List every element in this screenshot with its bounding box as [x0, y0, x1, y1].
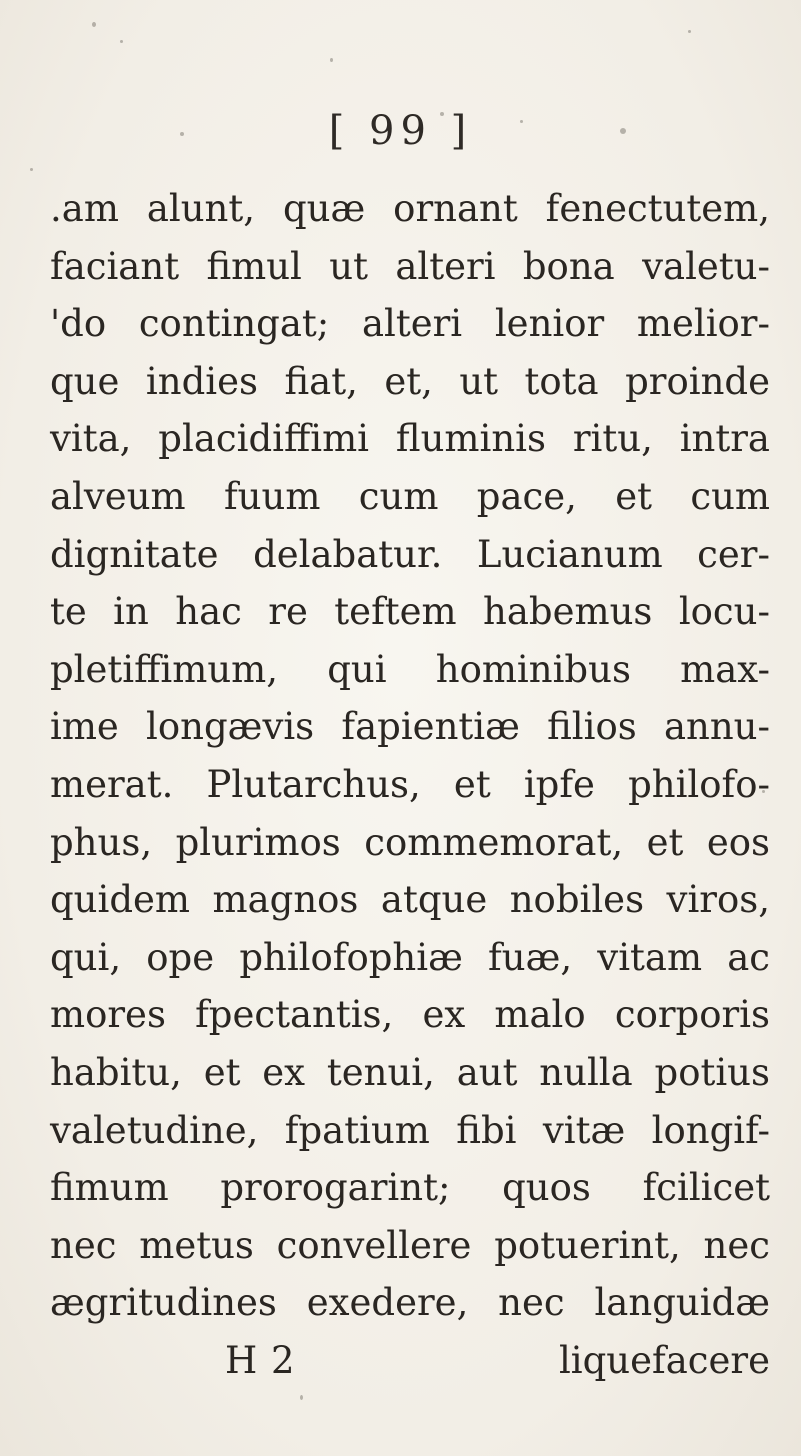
- text-line-14: qui, ope philofophiæ fuæ, vitam ac: [50, 935, 770, 979]
- text-line-9: pletiffimum, qui hominibus max-: [50, 647, 770, 691]
- text-line-10: ime longævis fapientiæ filios annu-: [50, 705, 770, 749]
- text-line-18: fimum prorogarint; quos fcilicet: [50, 1166, 770, 1210]
- text-line-6: alveum fuum cum pace, et cum: [50, 474, 770, 518]
- text-line-7: dignitate delabatur. Lucianum cer-: [50, 532, 770, 576]
- text-line-12: phus, plurimos commemorat, et eos: [50, 820, 770, 864]
- text-line-19: nec metus convellere potuerint, nec: [50, 1223, 770, 1267]
- page-footer: [50, 1332, 770, 1390]
- page-number: [ 99 ]: [328, 108, 473, 154]
- text-line-17: valetudine, fpatium fibi vitæ longif-: [50, 1108, 770, 1152]
- text-line-1: .am alunt, quæ ornant fenectutem,: [50, 187, 770, 230]
- text-line-11: merat. Plutarchus, et ipfe philofo-: [50, 762, 770, 806]
- text-line-3: 'do contingat; alteri lenior melior-: [50, 302, 770, 346]
- signature-mark: H 2: [225, 1338, 296, 1382]
- text-line-5: vita, placidiffimi fluminis ritu, intra: [50, 417, 770, 461]
- body-text: [50, 180, 770, 1389]
- text-line-13: quidem magnos atque nobiles viros,: [50, 878, 770, 922]
- text-line-2: faciant fimul ut alteri bona valetu-: [50, 244, 770, 288]
- text-line-4: que indies fiat, et, ut tota proinde: [50, 359, 770, 403]
- text-line-15: mores fpectantis, ex malo corporis: [50, 993, 770, 1037]
- text-line-20: ægritudines exedere, nec languidæ: [50, 1281, 770, 1325]
- catchword: liquefacere: [558, 1338, 770, 1382]
- text-line-8: te in hac re teftem habemus locu-: [50, 590, 770, 634]
- text-line-16: habitu, et ex tenui, aut nulla potius: [50, 1050, 770, 1094]
